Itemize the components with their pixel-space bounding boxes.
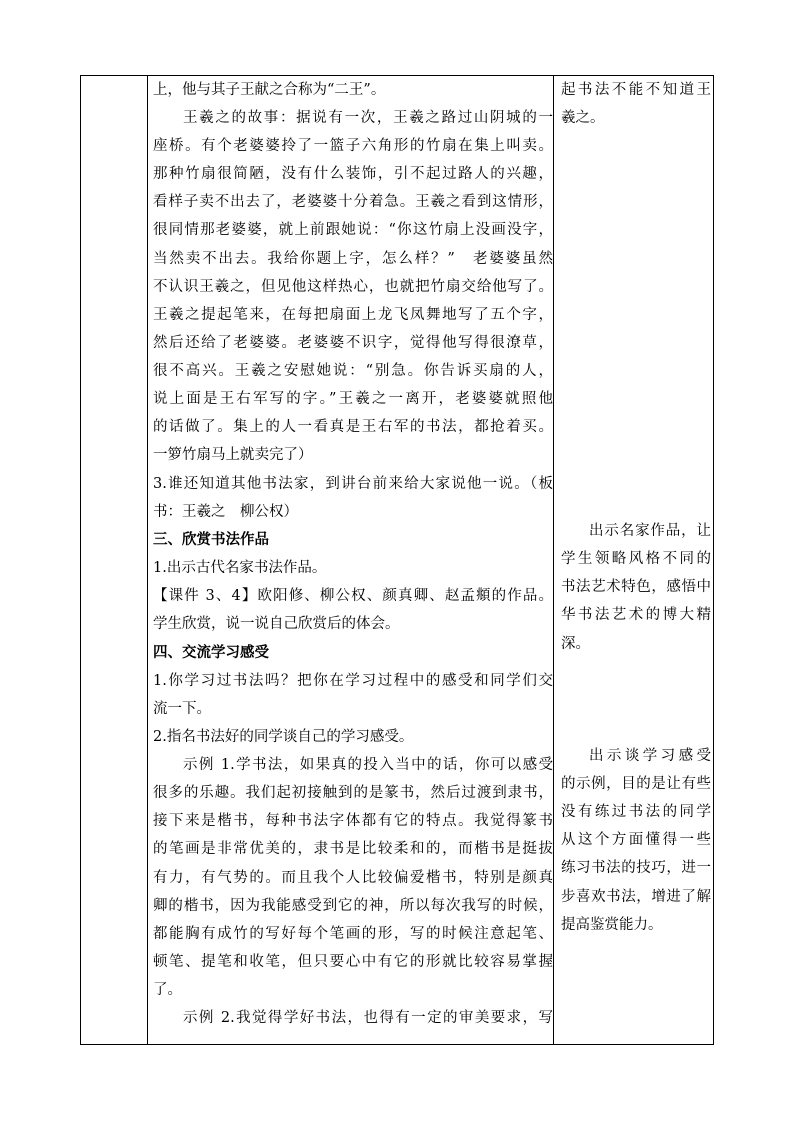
text-line: 3.谁还知道其他书法家，到讲台前来给大家说他一说。（板: [153, 476, 553, 492]
text-line: 顿笔、提笔和收笔，但只要心中有它的形就比较容易掌握: [153, 954, 553, 970]
text-line: 学生欣赏，说一说自己欣赏后的体会。: [153, 616, 400, 632]
text-line: 书：王羲之 柳公权）: [153, 504, 298, 520]
text-line: 的话做了。集上的人一看真是王右军的书法，都抢着买。: [153, 419, 553, 435]
section-heading: 三、欣赏书法作品: [153, 532, 269, 548]
note-line: 提高鉴赏能力。: [561, 917, 663, 933]
note-line: 华书法艺术的博大精: [561, 607, 711, 623]
text-line: 座桥。有个老婆婆拎了一篮子六角形的竹扇在集上叫卖。: [153, 138, 553, 154]
note-line: 出示谈学习感受: [589, 748, 711, 764]
note-line: 起书法不能不知道王: [561, 82, 711, 98]
text-line: 1.你学习过书法吗？把你在学习过程中的感受和同学们交: [153, 673, 553, 689]
teaching-process-column: [153, 76, 553, 1044]
note-line: 出示名家作品，让: [589, 523, 711, 539]
lesson-plan-table: [80, 75, 714, 1045]
text-line: 接下来是楷书，每种书法字体都有它的特点。我觉得篆书: [153, 813, 553, 829]
note-line: 从这个方面懂得一些: [561, 832, 711, 848]
text-line: 流一下。: [153, 701, 211, 717]
text-line: 都能胸有成竹的写好每个笔画的形，写的时候注意起笔、: [153, 926, 553, 942]
text-line: 有力，有气势的。而且我个人比较偏爱楷书，特别是颜真: [153, 870, 553, 886]
text-line: 1.出示古代名家书法作品。: [153, 560, 327, 576]
text-line: 王羲之的故事：据说有一次，王羲之路过山阴城的一: [183, 110, 553, 126]
text-line: 说上面是王右军写的字。”王羲之一离开，老婆婆就照他: [153, 391, 553, 407]
text-line: 很多的乐趣。我们起初接触到的是篆书，然后过渡到隶书，: [153, 785, 553, 801]
text-line: 很不高兴。王羲之安慰她说：“别急。你告诉买扇的人，: [153, 363, 553, 379]
text-line: 卿的楷书，因为我能感受到它的神，所以每次我写的时候，: [153, 898, 553, 914]
empty-left-column: [81, 76, 147, 1044]
text-line: 当然卖不出去。我给你题上字，怎么样？” 老婆婆虽然: [153, 251, 553, 267]
note-line: 的示例，目的是让有些: [561, 776, 711, 792]
text-line: 上，他与其子王献之合称为“二王”。: [153, 82, 386, 98]
text-line: 那种竹扇很简陋，没有什么装饰，引不起过路人的兴趣，: [153, 166, 553, 182]
section-heading: 四、交流学习感受: [153, 645, 269, 661]
design-intent-column: [561, 76, 711, 1044]
note-line: 没有练过书法的同学: [561, 804, 711, 820]
note-line: 羲之。: [561, 110, 605, 126]
text-line: 不认识王羲之，但见他这样热心，也就把竹扇交给他写了。: [153, 279, 553, 295]
text-line: 的笔画是非常优美的，隶书是比较柔和的，而楷书是挺拔: [153, 841, 553, 857]
text-line: 王羲之提起笔来，在每把扇面上龙飞凤舞地写了五个字，: [153, 307, 553, 323]
note-line: 步喜欢书法，增进了解: [561, 889, 711, 905]
note-line: 深。: [561, 636, 590, 652]
text-line: 很同情那老婆婆，就上前跟她说：“你这竹扇上没画没字，: [153, 222, 553, 238]
text-line: 2.指名书法好的同学谈自己的学习感受。: [153, 729, 414, 745]
text-line: 示例 2.我觉得学好书法，也得有一定的审美要求，写: [183, 1010, 553, 1026]
text-line: 了。: [153, 982, 182, 998]
text-line: 然后还给了老婆婆。老婆婆不识字，觉得他写得很潦草，: [153, 335, 553, 351]
text-line: 看样子卖不出去了，老婆婆十分着急。王羲之看到这情形，: [153, 194, 553, 210]
note-line: 书法艺术特色，感悟中: [561, 579, 711, 595]
text-line: 【课件 3、4】欧阳修、柳公权、颜真卿、赵孟頫的作品。: [153, 588, 553, 604]
note-line: 练习书法的技巧，进一: [561, 860, 711, 876]
text-line: 一箩竹扇马上就卖完了）: [153, 447, 313, 463]
note-line: 学生领略风格不同的: [561, 551, 711, 567]
column-divider: [553, 76, 554, 1044]
text-line: 示例 1.学书法，如果真的投入当中的话，你可以感受: [183, 757, 553, 773]
column-divider: [147, 76, 148, 1044]
